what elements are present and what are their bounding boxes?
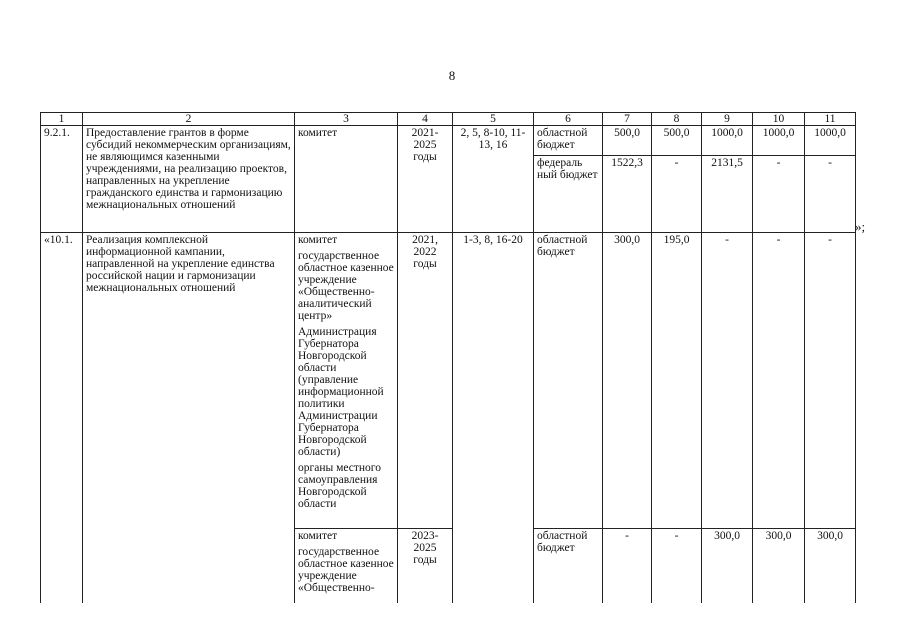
funding-source: областной бюджет (534, 233, 603, 529)
header-cell: 5 (453, 113, 534, 126)
header-cell: 9 (702, 113, 753, 126)
funding-source: областной бюджет (534, 529, 603, 603)
header-cell: 2 (83, 113, 295, 126)
value-col-7: 1522,3 (603, 156, 652, 233)
value-col-7: 300,0 (603, 233, 652, 529)
value-col-9: 300,0 (702, 529, 753, 603)
value-col-7: 500,0 (603, 126, 652, 156)
target-indicators: 1-3, 8, 16-20 (453, 233, 534, 603)
column-number-row (41, 113, 856, 126)
value-col-11: - (805, 233, 856, 529)
period: 2021-2025 годы (398, 126, 453, 233)
value-col-11: 300,0 (805, 529, 856, 603)
row-number: 9.2.1. (41, 126, 83, 233)
executors-list (295, 529, 398, 603)
activity-name: Предоставление грантов в форме субсидий некоммерческим организациям, не являющимся казенными учреждениями, на реализацию проектов, направленных на укрепление гражданского единства и гармонизацию межнациональных отношений (83, 126, 295, 233)
header-cell: 3 (295, 113, 398, 126)
executors-list (295, 233, 398, 529)
value-col-9: 2131,5 (702, 156, 753, 233)
value-col-7: - (603, 529, 652, 603)
activity-name: Реализация комплексной информационной кампании, направленной на укрепление единства российской нации и гармонизации межнациональных отношений (83, 233, 295, 603)
value-col-10: - (753, 233, 805, 529)
value-col-11: - (805, 156, 856, 233)
page-number: 8 (448, 68, 456, 83)
value-col-8: - (652, 156, 702, 233)
executor: комитет (298, 234, 338, 246)
closing-quote-mark: »; (855, 219, 866, 234)
funding-source: федераль ный бюджет (534, 156, 603, 233)
funding-source: областной бюджет (534, 126, 603, 156)
value-col-8: - (652, 529, 702, 603)
value-col-10: 1000,0 (753, 126, 805, 156)
value-col-8: 500,0 (652, 126, 702, 156)
header-cell: 11 (805, 113, 856, 126)
period: 2023-2025 годы (398, 529, 453, 603)
table-row (41, 126, 856, 156)
header-cell: 6 (534, 113, 603, 126)
header-cell: 10 (753, 113, 805, 126)
executor: комитет (295, 126, 398, 233)
header-cell: 7 (603, 113, 652, 126)
target-indicators: 2, 5, 8-10, 11-13, 16 (453, 126, 534, 233)
period: 2021, 2022 годы (398, 233, 453, 529)
executor: государственное областное казенное учреждение «Общественно- (298, 546, 394, 594)
row-number: «10.1. (41, 233, 83, 603)
header-cell: 8 (652, 113, 702, 126)
table-row (41, 233, 856, 529)
program-activities-table (40, 112, 856, 603)
header-cell: 1 (41, 113, 83, 126)
header-cell: 4 (398, 113, 453, 126)
value-col-11: 1000,0 (805, 126, 856, 156)
value-col-8: 195,0 (652, 233, 702, 529)
executor: органы местного самоуправления Новгородской области (298, 462, 381, 510)
value-col-9: - (702, 233, 753, 529)
value-col-10: - (753, 156, 805, 233)
executor: государственное областное казенное учреждение «Общественно-аналитический центр» (298, 250, 394, 322)
executor: комитет (298, 530, 338, 542)
value-col-10: 300,0 (753, 529, 805, 603)
executor: Администрация Губернатора Новгородской области (управление информационной политики Администрации Губернатора Новгородской области) (298, 326, 384, 458)
value-col-9: 1000,0 (702, 126, 753, 156)
